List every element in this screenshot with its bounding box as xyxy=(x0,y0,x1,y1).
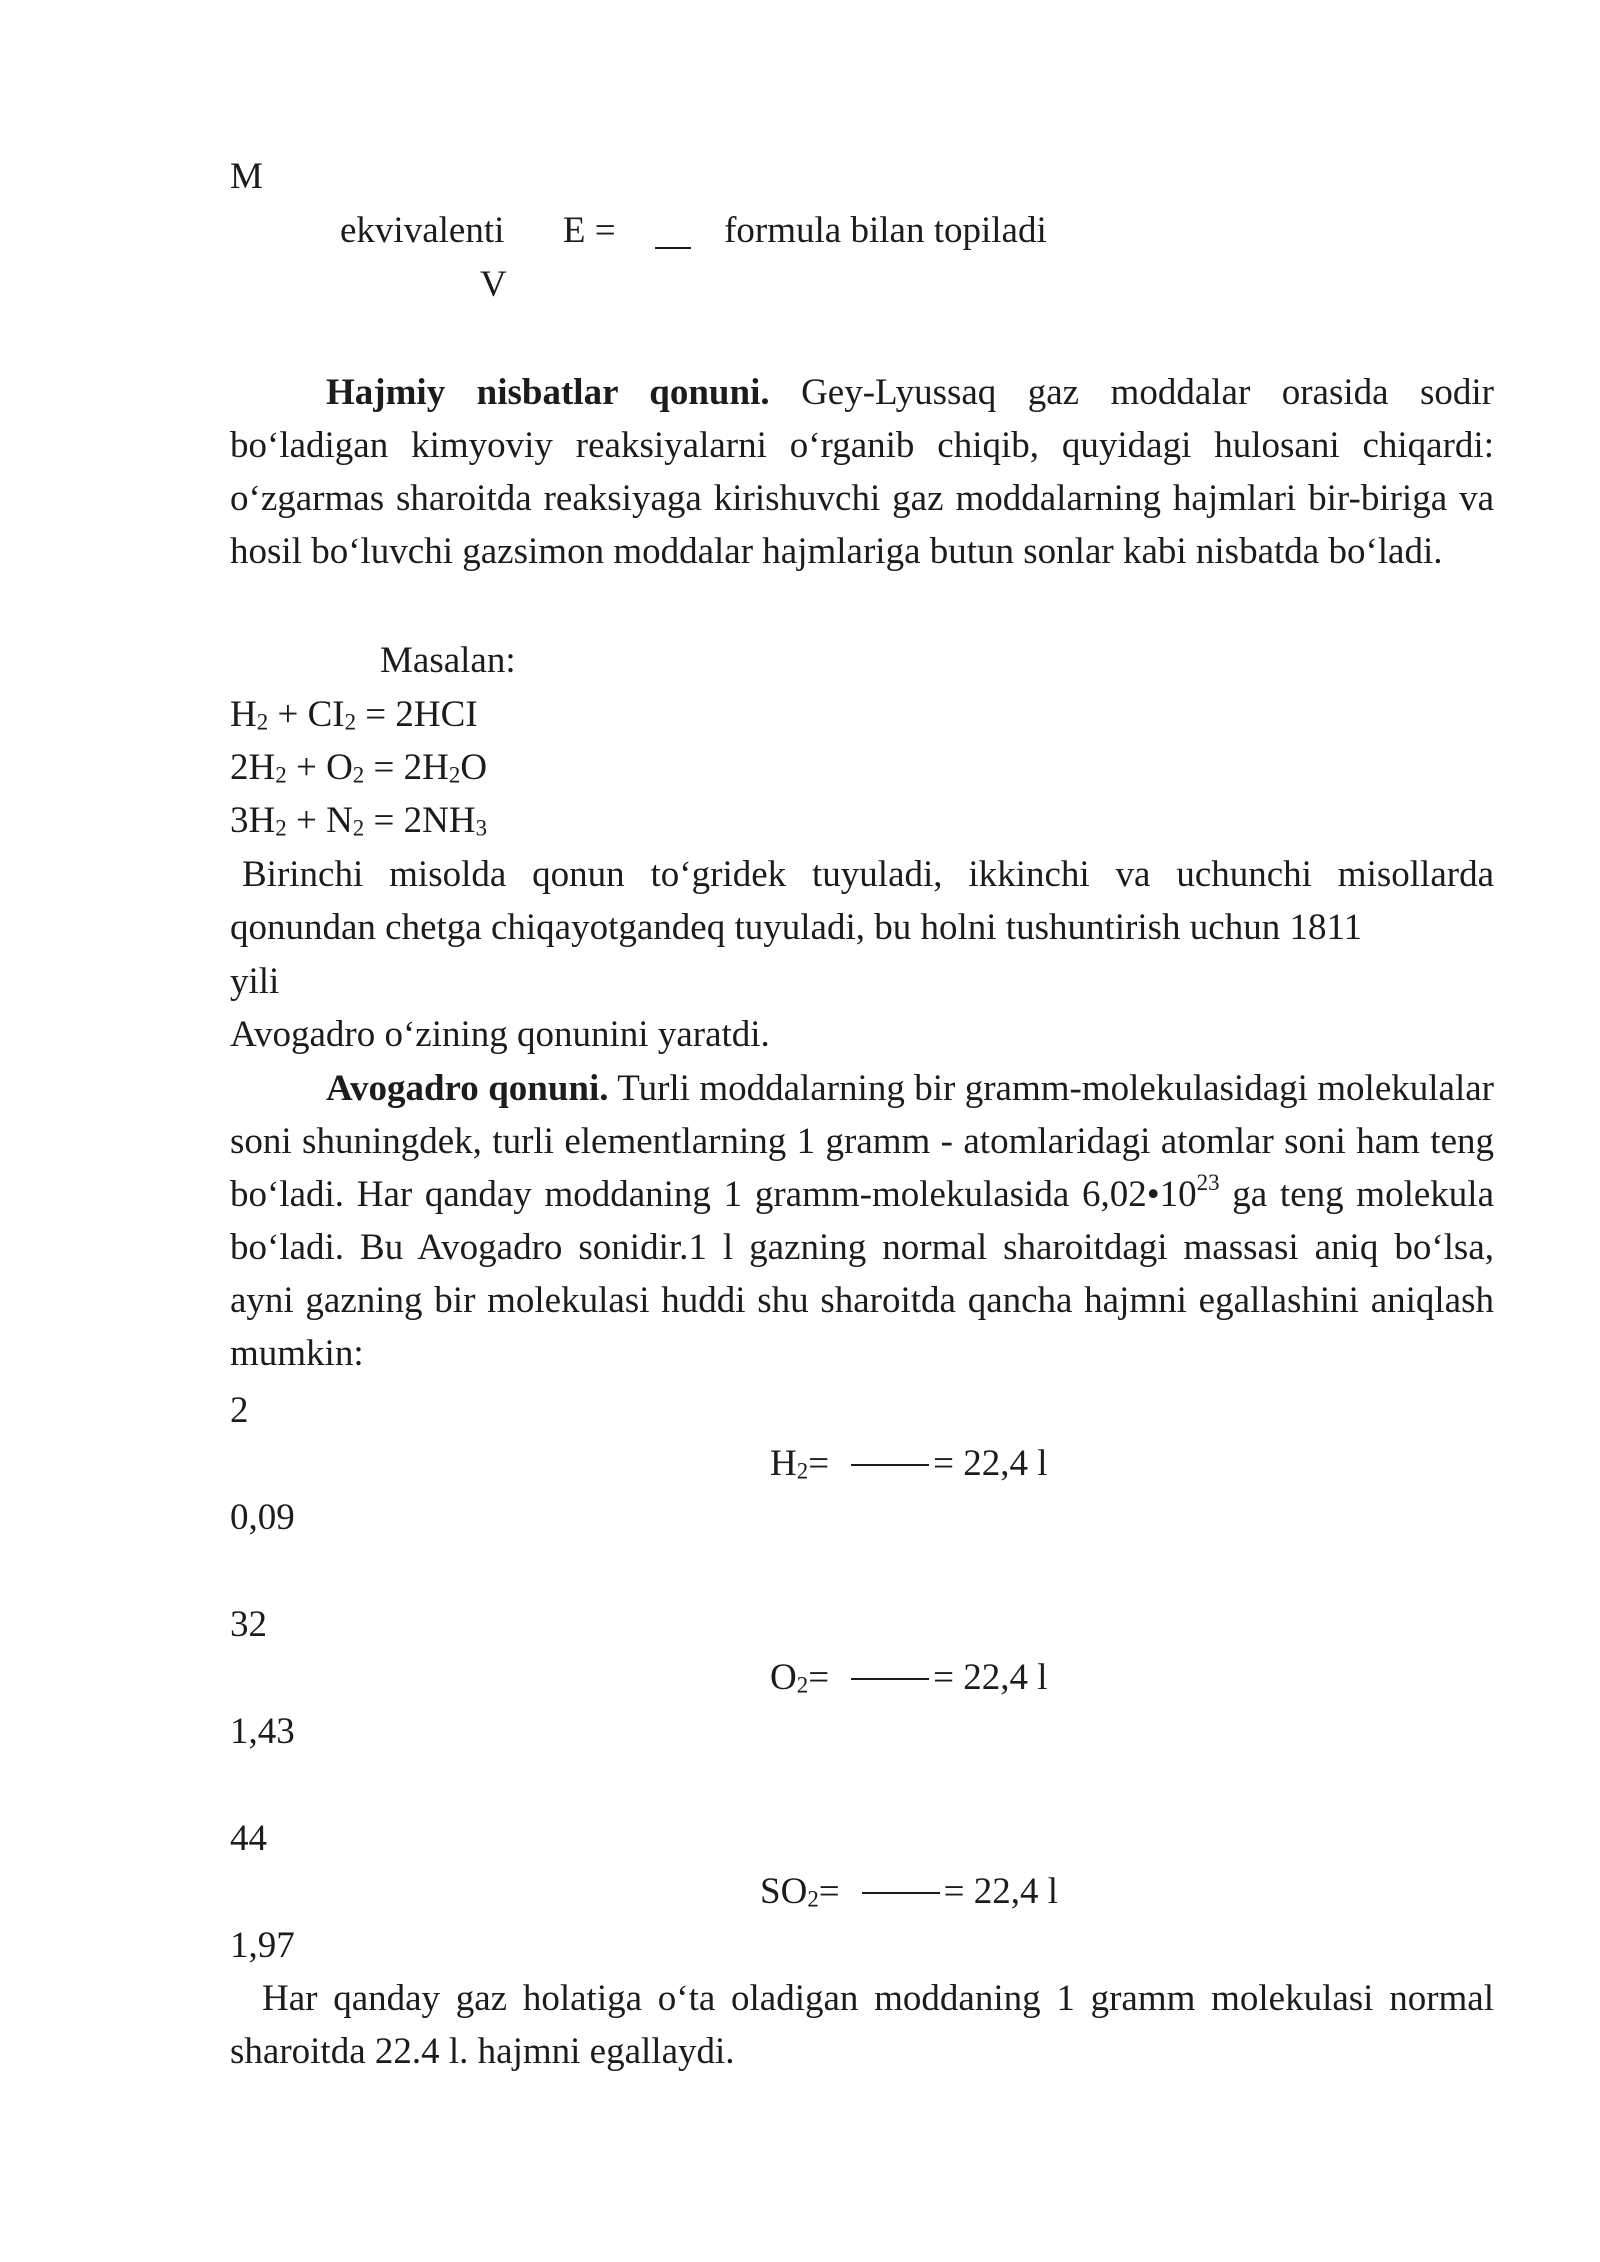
explanation-line-1: Birinchi misolda qonun to‘gridek tuyuladi, ikkinchi va uchunchi misollarda qonundan chetga chiqayotgandeq tuyuladi, bu holni tushuntirish uchun 1811 xyxy=(230,854,1494,948)
calc-equation: $SO_2= = 22,4$ l xyxy=(760,1871,1059,1912)
volume-law-paragraph xyxy=(230,366,1494,578)
calc-numerator: 2 xyxy=(230,1390,249,1431)
avogadro-law-heading: Avogadro qonuni. xyxy=(326,1068,609,1109)
volume-law-text: Gey-Lyussaq gaz moddalar orasida sodir bo‘ladigan kimyoviy reaksiyalarni o‘rganib chiqib, quyidagi hulosani chiqardi: o‘zgarmas sharoitda reaksiyaga kirishuvchi gaz moddalarning hajmlari bir-biriga va hosil bo‘luvchi gazsimon moddalar hajmlariga butun sonlar kabi nisbatda bo‘ladi. xyxy=(230,372,1494,572)
fraction-bar xyxy=(851,1678,929,1680)
formula-numerator: M xyxy=(230,156,263,197)
calc-denominator: 1,97 xyxy=(230,1925,295,1966)
reaction-line: $3H_2 + N_2 = 2NH_3$ xyxy=(230,800,488,841)
calc-equation: $H_2= = 22,4$ l xyxy=(770,1443,1048,1484)
reaction-line: $2H_2 + O_2 = 2H_2O$ xyxy=(230,747,488,788)
formula-suffix: formula bilan topiladi xyxy=(724,210,1047,251)
calc-denominator: 0,09 xyxy=(230,1497,295,1538)
explanation-line-2: yili xyxy=(230,961,280,1002)
example-label: Masalan: xyxy=(380,640,516,681)
conclusion-paragraph: Har qanday gaz holatiga o‘ta oladigan moddaning 1 gramm molekulasi normal sharoitda 22.4 l. hajmni egallaydi. xyxy=(230,1978,1494,2072)
formula-line xyxy=(340,204,1047,257)
formula-denominator: V xyxy=(480,264,507,305)
calc-numerator: 32 xyxy=(230,1604,267,1645)
fraction-bar xyxy=(862,1892,940,1894)
calc-equation: $O_2= = 22,4$ l xyxy=(770,1657,1048,1698)
avogadro-law-paragraph: Avogadro qonuni. Turli moddalarning bir gramm-molekulasidagi molekulalar soni shuningdek, turli elementlarning 1 gramm - atomlaridagi atomlar soni ham teng bo‘ladi. Har qanday moddaning 1 gramm-molekulasida $6,02•10^{23}$ ga teng molekula bo‘ladi. Bu Avogadro sonidir.1 l gazning normal sharoitdagi massasi aniq bo‘lsa, ayni gazning bir molekulasi huddi shu sharoitda qancha hajmni egallashini aniqlash mumkin: xyxy=(230,1068,1494,1374)
explanation-line-3: Avogadro o‘zining qonunini yaratdi. xyxy=(230,1014,770,1055)
fraction-bar xyxy=(851,1464,929,1466)
calc-denominator: 1,43 xyxy=(230,1711,295,1752)
volume-law-heading: Hajmiy nisbatlar qonuni. xyxy=(326,372,770,413)
formula-fraction-bar xyxy=(655,247,691,249)
calc-numerator: 44 xyxy=(230,1818,267,1859)
formula-label: ekvivalenti xyxy=(340,210,505,251)
reaction-line: $H_2 + CI_2 = 2HCI$ xyxy=(230,694,478,735)
avogadro-power: 23 xyxy=(1196,1169,1220,1195)
formula-lhs: E = xyxy=(562,210,616,251)
